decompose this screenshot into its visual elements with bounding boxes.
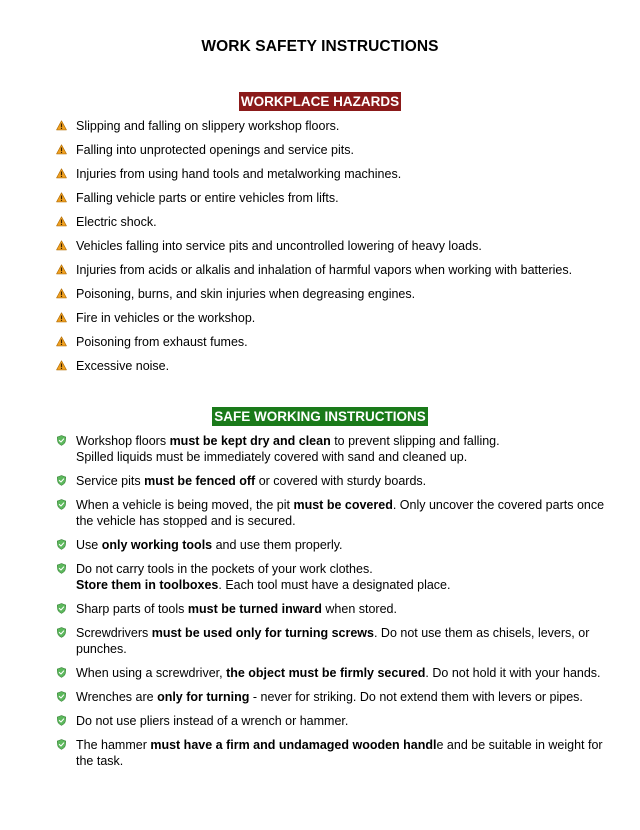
hazard-item [56,166,616,182]
instruction-text: Screwdrivers [76,626,152,640]
hazard-item [56,262,616,278]
instruction-line [76,713,616,729]
instruction-line [76,473,616,489]
safe-instruction-item [56,737,616,769]
shield-check-icon [56,627,67,638]
hazard-item [56,286,616,302]
safe-instruction-item [56,473,616,489]
instruction-text: to prevent slipping and falling. [330,434,500,448]
warning-triangle-icon [56,144,67,155]
safe-heading-wrap [0,407,640,426]
shield-check-icon [56,603,67,614]
instruction-text: . Do not use them as chisels, levers, or punches. [76,626,590,656]
hazard-item [56,142,616,158]
instruction-text: . Do not hold it with your hands. [425,666,601,680]
hazard-text: Vehicles falling into service pits and uncontrolled lowering of heavy loads. [76,239,482,253]
document-title: WORK SAFETY INSTRUCTIONS [201,38,439,55]
emphasis-text: Store them in toolboxes [76,578,219,592]
hazards-heading: WORKPLACE HAZARDS [240,94,400,109]
instruction-text: Service pits [76,474,145,488]
instruction-text: Sharp parts of tools [76,602,188,616]
emphasis-text: must be covered [293,498,393,512]
hazard-text: Excessive noise. [76,359,170,373]
hazard-item [56,214,616,230]
instruction-text: Wrenches are [76,690,158,704]
hazard-item [56,310,616,326]
emphasis-text: the object must be firmly secured [226,666,426,680]
safe-instructions-list [56,433,616,777]
warning-triangle-icon [56,360,67,371]
hazard-text: Injuries from using hand tools and metalworking machines. [76,167,402,181]
instruction-text: . Only uncover the covered parts once the vehicle has stopped and is secured. [76,498,605,528]
instruction-line [76,537,616,553]
instruction-text: e and be suitable in weight for the task. [76,738,603,768]
instruction-text: The hammer [76,738,151,752]
warning-triangle-icon [56,192,67,203]
safe-instruction-item [56,601,616,617]
hazard-text: Fire in vehicles or the workshop. [76,311,256,325]
emphasis-text: must be turned inward [187,602,322,616]
hazard-text: Injuries from acids or alkalis and inhalation of harmful vapors when working with batteries. [76,263,573,277]
warning-triangle-icon [56,240,67,251]
emphasis-text: must be kept dry and clean [169,434,331,448]
warning-triangle-icon [56,168,67,179]
safe-instruction-item [56,497,616,529]
shield-check-icon [56,739,67,750]
shield-check-icon [56,691,67,702]
instruction-text: Workshop floors [76,434,170,448]
shield-check-icon [56,499,67,510]
instruction-text: or covered with sturdy boards. [255,474,427,488]
hazard-item [56,334,616,350]
shield-check-icon [56,539,67,550]
emphasis-text: must be fenced off [144,474,256,488]
hazard-text: Electric shock. [76,215,157,229]
safe-instruction-item [56,665,616,681]
instruction-text: . Each tool must have a designated place. [218,578,451,592]
instruction-text: and use them properly. [212,538,343,552]
instruction-line [76,737,616,769]
instruction-line [76,625,616,657]
instruction-text: Use [76,538,102,552]
instruction-text: When using a screwdriver, [76,666,227,680]
safe-instruction-item [56,561,616,593]
hazard-text: Falling into unprotected openings and service pits. [76,143,354,157]
shield-check-icon [56,475,67,486]
shield-check-icon [56,715,67,726]
instruction-line [76,433,616,449]
hazard-text: Poisoning, burns, and skin injuries when degreasing engines. [76,287,416,301]
instruction-line [76,497,616,529]
safe-instruction-item [56,537,616,553]
safe-instruction-item [56,713,616,729]
shield-check-icon [56,563,67,574]
instruction-text: when stored. [321,602,397,616]
warning-triangle-icon [56,216,67,227]
instruction-line [76,561,616,577]
instruction-text: Spilled liquids must be immediately covered with sand and cleaned up. [76,450,468,464]
safe-instructions-heading: SAFE WORKING INSTRUCTIONS [214,409,426,424]
shield-check-icon [56,667,67,678]
emphasis-text: only for turning [157,690,250,704]
safe-instruction-item [56,625,616,657]
hazards-list [56,118,616,382]
emphasis-text: must have a firm and undamaged wooden handl [150,738,437,752]
warning-triangle-icon [56,336,67,347]
hazard-text: Slipping and falling on slippery workshop floors. [76,119,340,133]
instruction-text: Do not carry tools in the pockets of your work clothes. [76,562,373,576]
instruction-line [76,449,616,465]
hazard-item [56,358,616,374]
instruction-line [76,665,616,681]
hazards-heading-wrap [0,92,640,111]
hazard-text: Falling vehicle parts or entire vehicles from lifts. [76,191,339,205]
hazard-text: Poisoning from exhaust fumes. [76,335,248,349]
instruction-line [76,577,616,593]
instruction-line [76,689,616,705]
hazard-item [56,190,616,206]
instruction-line [76,601,616,617]
safe-instruction-item [56,433,616,465]
instruction-text: When a vehicle is being moved, the pit [76,498,294,512]
instruction-text: - never for striking. Do not extend them with levers or pipes. [249,690,583,704]
warning-triangle-icon [56,288,67,299]
hazard-item [56,238,616,254]
hazard-item [56,118,616,134]
instruction-text: Do not use pliers instead of a wrench or hammer. [76,714,349,728]
emphasis-text: must be used only for turning screws [151,626,374,640]
warning-triangle-icon [56,312,67,323]
warning-triangle-icon [56,120,67,131]
shield-check-icon [56,435,67,446]
emphasis-text: only working tools [101,538,213,552]
warning-triangle-icon [56,264,67,275]
safe-instruction-item [56,689,616,705]
